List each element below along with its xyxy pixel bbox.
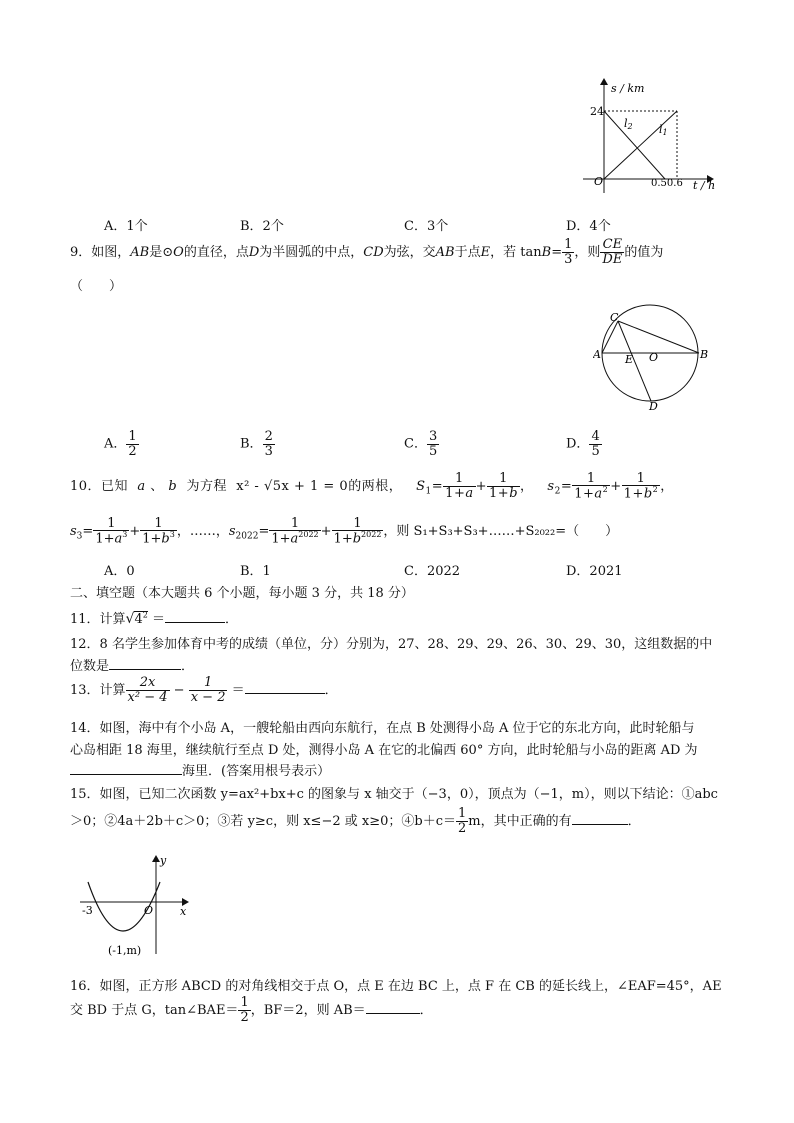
q14-line2: 心岛相距 18 海里，继续航行至点 D 处，测得小岛 A 在它的北偏西 60° 方向，此时轮船与小岛的距离 AD 为 — [70, 743, 698, 758]
q13: 13．计算 $\frac{2x}{\text{x² − 4}}$ − $\frac{1}{x - 2}$ ＝ ． — [70, 675, 338, 705]
q16-line1: 16．如图，正方形 ABCD 的对角线相交于点 O，点 E 在边 BC 上，点 F 在 CB 的延长线上，∠EAF=45°，AE — [70, 979, 722, 994]
q12-line2: 位数是 ． — [70, 655, 194, 674]
y-axis-label: s / km — [611, 82, 645, 95]
q8-option-d: D．4个 — [566, 219, 611, 234]
label-a: A — [593, 348, 601, 361]
label-b: B — [700, 348, 709, 361]
q14-line1: 14．如图，海中有个小岛 A，一艘轮船由西向东航行，在点 B 处测得小岛 A 位于它的东北方向，此时轮船与 — [70, 721, 695, 736]
label-o: O — [649, 351, 659, 364]
label-e: E — [625, 353, 634, 366]
q10-line1: 10．已知 a 、 b 为方程 x² - √5x + 1 = 0的两根， $S_1=$ $\frac{1}{1+a}$ + $\frac{1}{1+b}$ ， $s_2=$ $\frac{1}{1+a^2}$ + $\frac{1}{1+b^2}$ ， — [70, 470, 674, 502]
line-l1 — [604, 111, 677, 179]
q8-option-a: A．1个 — [104, 219, 148, 234]
q9-option-b: B． $\frac{2}{3}$ — [240, 429, 273, 459]
y-label: y — [160, 854, 167, 867]
q8-option-b: B．2个 — [240, 219, 284, 234]
q11: 11．计算$√4^2$ ＝ ． — [70, 610, 239, 627]
svg-text:l1 — [659, 123, 668, 137]
circle-figure — [593, 302, 718, 414]
label-c: C — [610, 311, 619, 324]
q10-option-c: C．2022 — [404, 564, 461, 579]
label-d: D — [649, 400, 658, 413]
q10-option-d: D．2021 — [566, 564, 623, 579]
distance-time-graph — [575, 75, 725, 200]
svg-text:s / km — [611, 82, 644, 95]
line-l2 — [604, 111, 665, 179]
q9-stem: 9．如图，AB是⊙O的直径，点D为半圆弧的中点，CD为弦，交AB于点E，若 tanB= $\frac{1}{3}$ ，则 $\frac{CE}{DE}$ 的值为 — [70, 237, 664, 267]
q10-option-b: B．1 — [240, 564, 271, 579]
x-axis-label: t / h — [693, 179, 716, 192]
label-24: 24 — [590, 105, 604, 118]
origin-label: O — [144, 904, 154, 917]
q8-option-c: C．3个 — [404, 219, 449, 234]
q10-option-a: A．0 — [104, 564, 135, 579]
l1-sub: 1 — [662, 128, 668, 137]
x-ticks: 0.50.6 — [651, 178, 683, 189]
q14-line3: 海里．(答案用根号表示） — [70, 760, 330, 779]
q10-line2: $s_3=$ $\frac{1}{1+a^3}$ + $\frac{1}{1+b^3}$ ，……，$s_{2022}=$ $\frac{1}{1+a^{2022}}$ + $\frac{1}{1+b^{2022}}$ ，则 S₁+S₃+S₃+……+S₂₀₂₂=（ ） — [70, 515, 619, 547]
l2-sub: 2 — [627, 122, 633, 131]
q9-option-d: D． $\frac{4}{5}$ — [566, 429, 600, 459]
vertex-label: (-1,m) — [108, 944, 142, 957]
q9-option-c: C． $\frac{3}{5}$ — [404, 429, 438, 459]
q12-line1: 12．8 名学生参加体育中考的成绩（单位，分）分别为，27、28、29、29、26、30、29、30，这组数据的中 — [70, 637, 713, 652]
ce-de-fraction: $\frac{CE}{DE}$ — [602, 237, 623, 267]
x-label: x — [180, 905, 187, 918]
parabola-figure — [76, 852, 196, 960]
svg-text:l2 — [624, 117, 633, 131]
section-heading: 二、填空题（本大题共 6 个小题，每小题 3 分，共 18 分） — [70, 586, 414, 601]
q9-paren: （ ） — [70, 279, 123, 294]
q15-line1: 15．如图，已知二次函数 y=ax²+bx+c 的图象与 x 轴交于（−3，0），顶点为（−1，m），则以下结论：①abc — [70, 787, 718, 802]
origin-label: O — [594, 175, 604, 188]
q9-option-a: A． $\frac{1}{2}$ — [104, 429, 137, 459]
tan-fraction: $\frac{1}{3}$ — [564, 237, 573, 267]
l1-label: l — [659, 123, 663, 136]
q15-line2: ＞0；②4a＋2b＋c＞0；③若 y≥c，则 x≤−2 或 x≥0；④b＋c＝ $\frac{1}{2}$ m，其中正确的有 ． — [70, 806, 641, 836]
neg3-label: -3 — [82, 904, 93, 917]
l2-label: l — [624, 117, 628, 130]
q16-line2: 交 BD 于点 G，tan∠BAE＝ $\frac{1}{2}$ ，BF＝2，则 AB＝ ． — [70, 995, 433, 1025]
